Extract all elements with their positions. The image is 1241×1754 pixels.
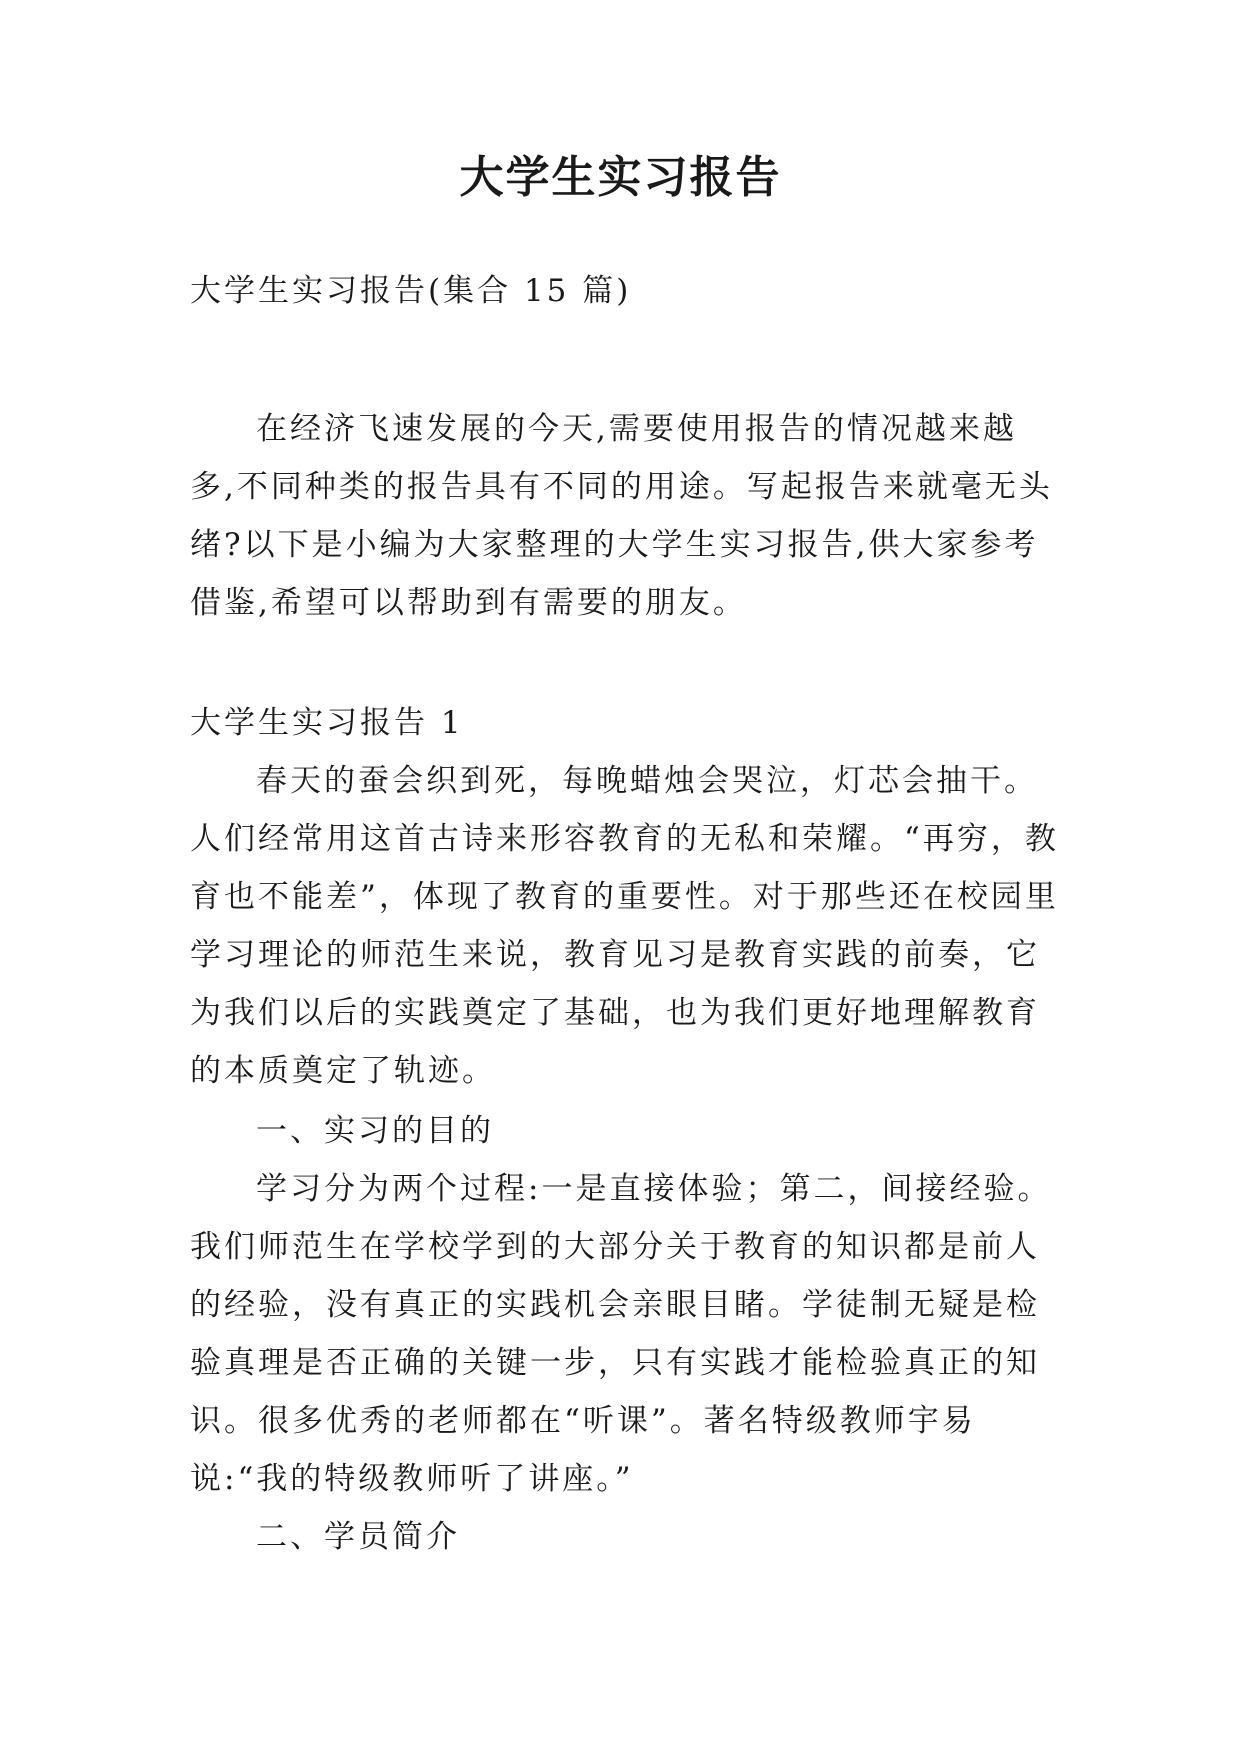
document-subtitle: 大学生实习报告(集合 15 篇) — [190, 273, 632, 309]
section-heading: 大学生实习报告 1 — [190, 705, 464, 741]
body-paragraph: 春天的蚕会织到死，每晚蜡烛会哭泣，灯芯会抽干。人们经常用这首古诗来形容教育的无私和荣耀。“再穷，教育也不能差”，体现了教育的重要性。对于那些还在校园里学习理论的师范生来说，教育见习是教育实践的前奏，它为我们以后的实践奠定了基础，也为我们更好地理解教育的本质奠定了轨迹。 — [190, 763, 1059, 1089]
subheading-purpose: 一、实习的目的 — [256, 1113, 494, 1149]
document-title: 大学生实习报告 — [459, 152, 782, 203]
subheading-trainee-profile: 二、学员简介 — [256, 1519, 460, 1555]
intro-paragraph: 在经济飞速发展的今天,需要使用报告的情况越来越多,不同种类的报告具有不同的用途。写起报告来就毫无头绪?以下是小编为大家整理的大学生实习报告,供大家参考借鉴,希望可以帮助到有需要的朋友。 — [190, 411, 1053, 621]
body-paragraph: 学习分为两个过程:一是直接体验；第二，间接经验。我们师范生在学校学到的大部分关于教育的知识都是前人的经验，没有真正的实践机会亲眼目睹。学徒制无疑是检验真理是否正确的关键一步，只有实践才能检验真正的知识。很多优秀的老师都在“听课”。著名特级教师宇易说:“我的特级教师听了讲座。” — [190, 1171, 1052, 1497]
